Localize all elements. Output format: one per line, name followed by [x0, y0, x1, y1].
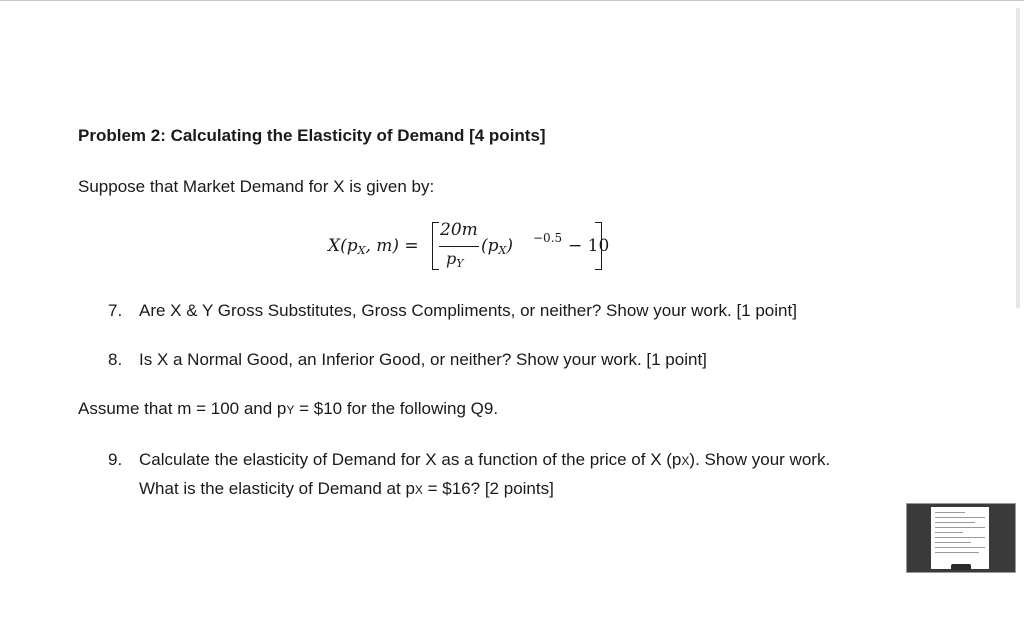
formula-lhs: $X(p_X$, m) =	[328, 236, 419, 257]
question-text: Is X a Normal Good, an Inferior Good, or neither? Show your work. [1 point]	[139, 350, 707, 369]
question-number: 7.	[108, 301, 123, 320]
question-text: Are X & Y Gross Substitutes, Gross Compliments, or neither? Show your work. [1 point]	[139, 301, 797, 320]
question-number: 9.	[108, 450, 123, 469]
formula-price-term: $(p_X)$	[481, 236, 513, 257]
page-preview-thumbnail[interactable]	[906, 503, 1016, 573]
formula-constant: − 10	[568, 236, 610, 256]
formula-exponent: −0.5	[533, 231, 563, 245]
question-9	[108, 446, 868, 506]
intro-paragraph: Suppose that Market Demand for X is given by:	[78, 177, 435, 196]
problem-heading: Problem 2: Calculating the Elasticity of Demand [4 points]	[78, 126, 546, 145]
fraction-bar	[439, 246, 479, 247]
formula-numerator: 20m	[440, 220, 478, 240]
assumption-paragraph: Assume that m = 100 and pY = $10 for the following Q9.	[78, 399, 499, 418]
question-number: 8.	[108, 350, 123, 369]
right-bracket	[595, 222, 602, 270]
question-text: Calculate the elasticity of Demand for X as a function of the price of X (pX). Show your work. What is the elasticity of Demand at pX = $16? [2 points]	[139, 450, 831, 498]
formula-denominator: $p_Y$	[446, 249, 464, 270]
left-bracket	[432, 222, 439, 270]
page-preview-icon	[931, 507, 989, 569]
preview-button[interactable]	[951, 564, 971, 570]
